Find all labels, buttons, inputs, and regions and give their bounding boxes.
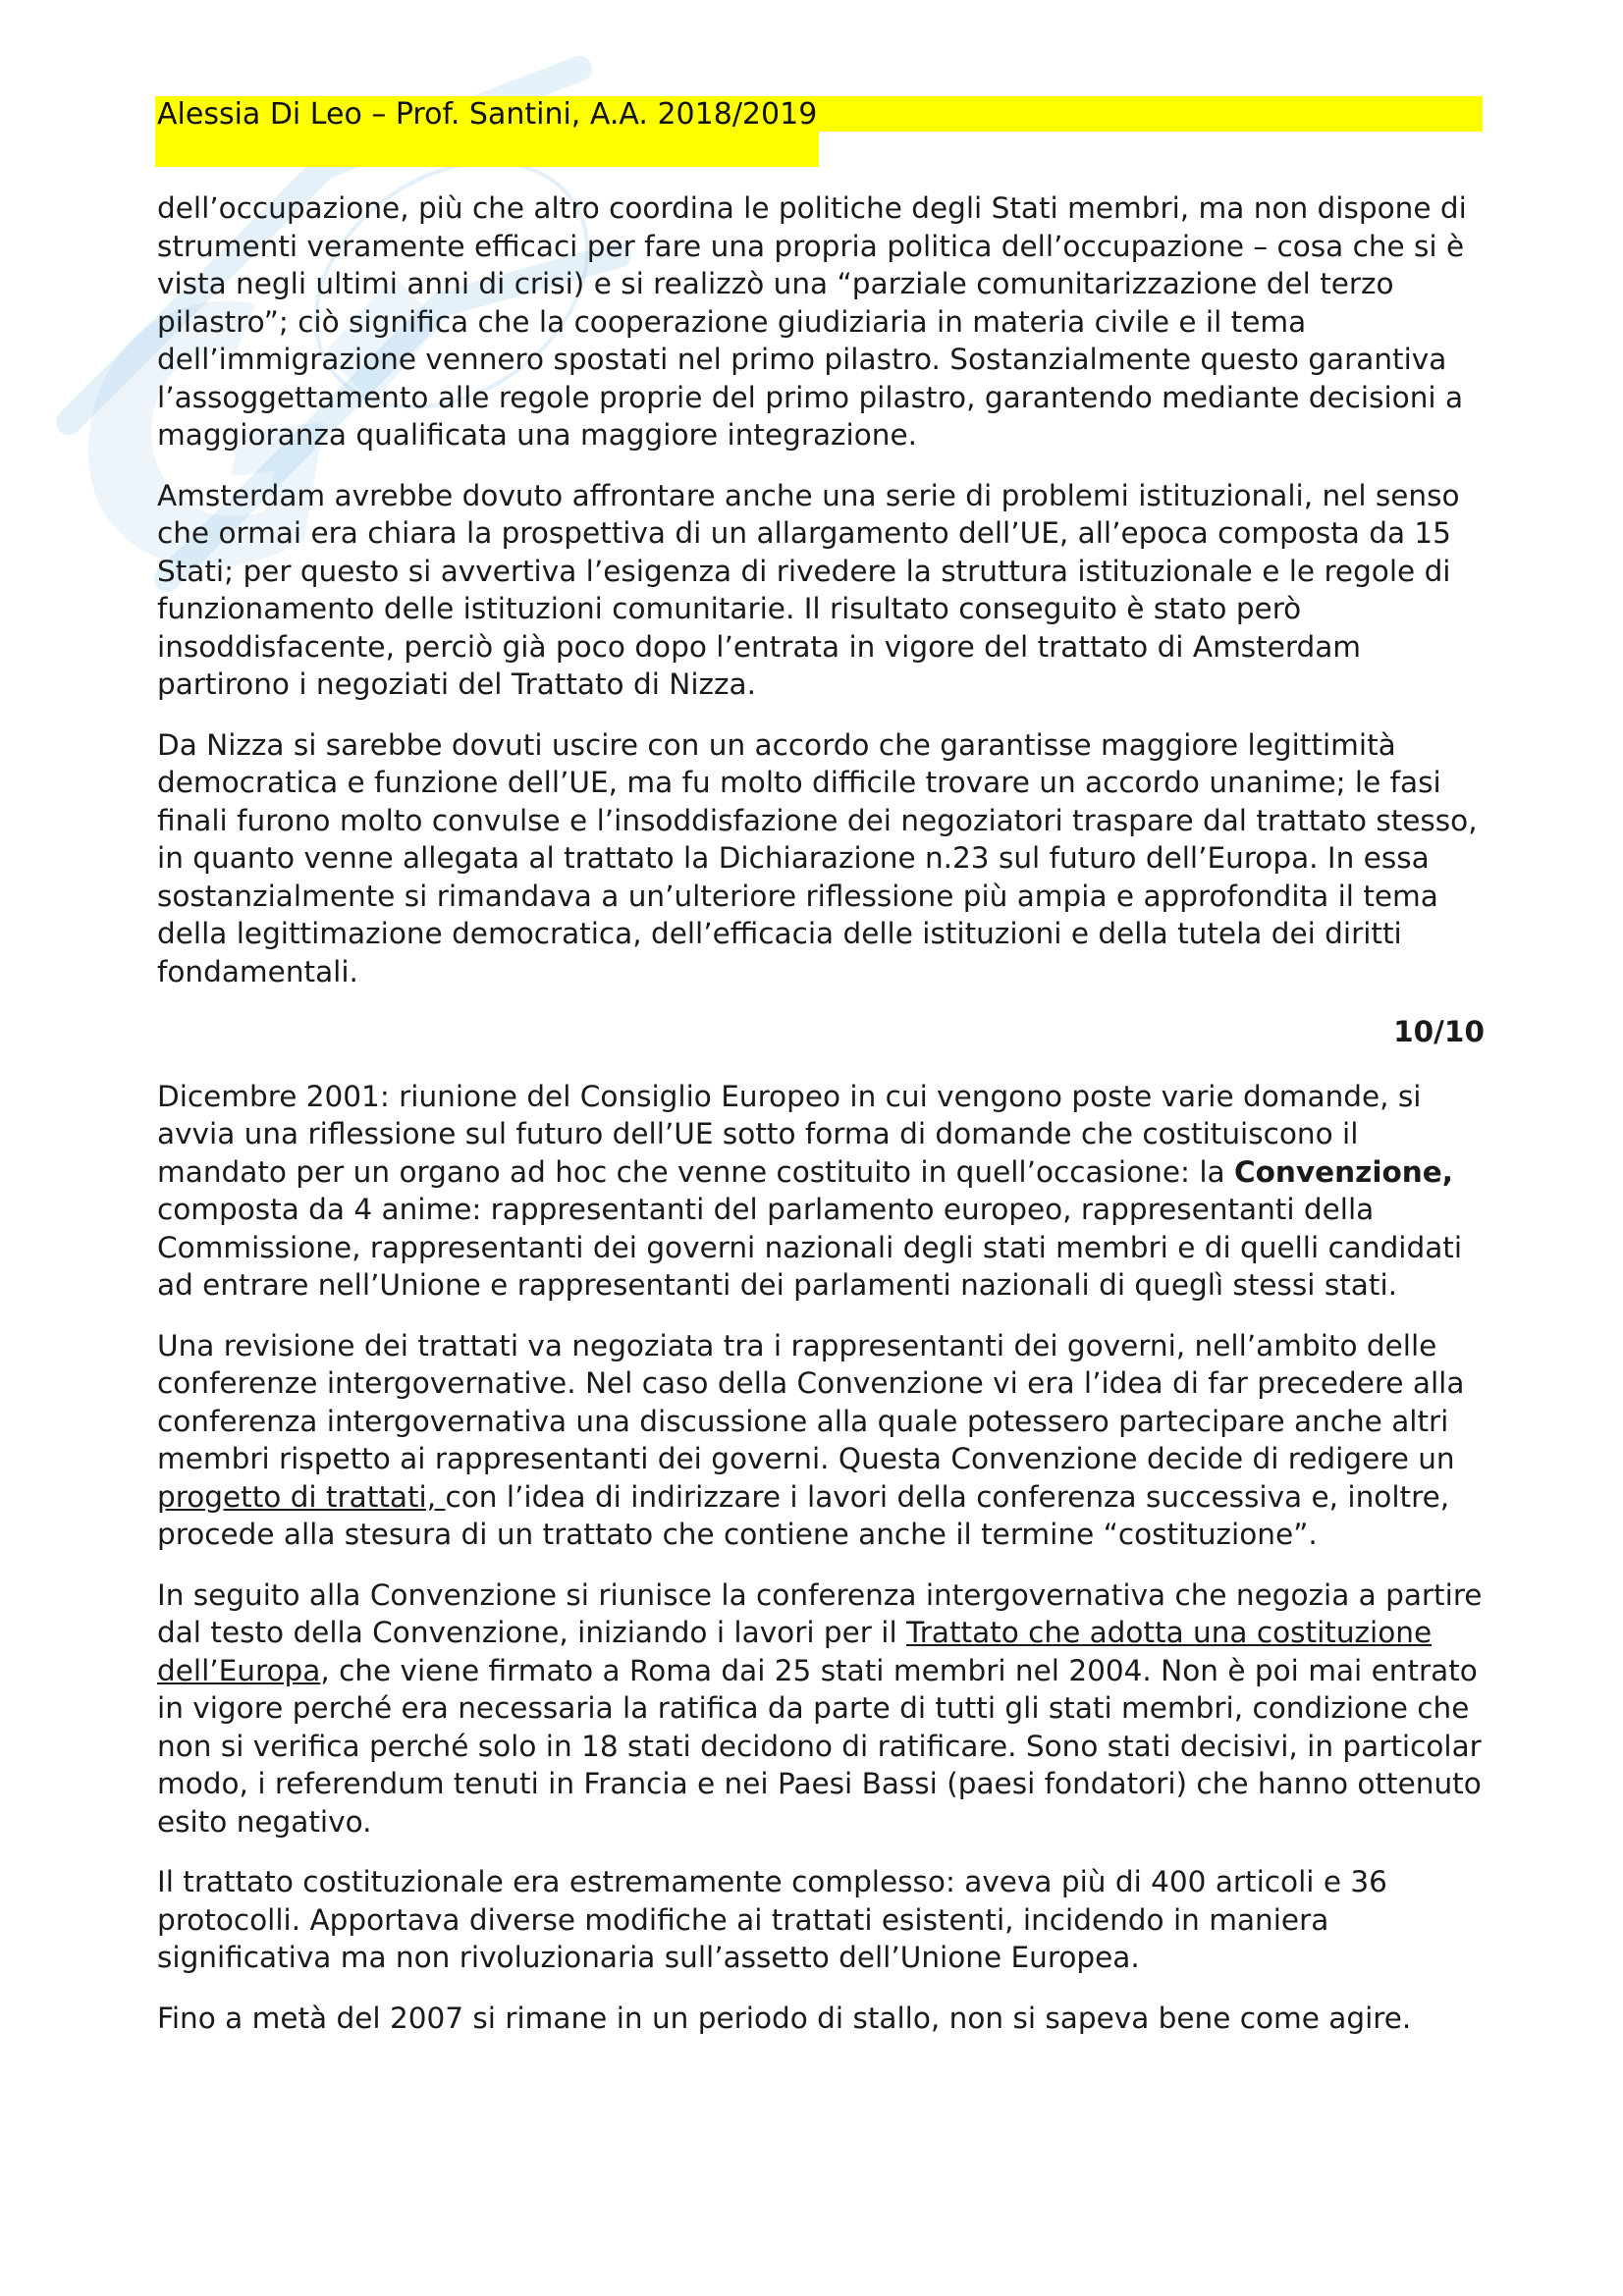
trattato-costituzione-term: Trattato che adotta una costituzione dell’Europa: [157, 1616, 1433, 1687]
document-header: Alessia Di Leo – Prof. Santini, A.A. 2018/2019: [157, 97, 818, 132]
paragraph-revisione-trattati: [157, 1327, 1485, 1554]
paragraph-amsterdam: Amsterdam avrebbe dovuto affrontare anche una serie di problemi istituzionali, nel senso che ormai era chiara la prospettiva di un allargamento dell’UE, all’epoca composta da 15 Stati; per questo si avvertiva l’esigenza di rivedere la struttura istituzionale e le regole di funzionamento delle istituzioni comunitarie. Il risultato conseguito è stato però insoddisfacente, perciò già poco dopo l’entrata in vigore del trattato di Amsterdam partirono i negoziati del Trattato di Nizza.: [157, 478, 1460, 701]
paragraph-text: , che viene firmato a Roma dai 25 stati membri nel 2004. Non è poi mai entrato in vigore perché era necessaria la ratifica da parte di tutti gli stati membri, condizione che non si verifica perché solo in 18 stati decidono di ratificare. Sono stati decisivi, in particolar modo, i referendum tenuti in Francia e nei Paesi Bassi (paesi fondatori) che hanno ottenuto esito negativo.: [157, 1653, 1482, 1839]
paragraph-text: In seguito alla Convenzione si riunisce la conferenza intergovernativa che negozia a partire dal testo della Convenzione, iniziando i lavori per il: [157, 1577, 1483, 1649]
paragraph-dicembre-2001: [157, 1078, 1485, 1305]
header-highlight-continuation: [155, 132, 819, 167]
paragraph-text: composta da 4 anime: rappresentanti del parlamento europeo, rappresentanti della Commissione, rappresentanti dei governi nazionali degli stati membri e di quelli candidati ad entrare nell’Unione e rappresentanti dei parlamenti nazionali di queglì stessi stati.: [157, 1193, 1463, 1302]
paragraph-text: Una revisione dei trattati va negoziata tra i rappresentanti dei governi, nell’ambito delle conferenze intergovernative. Nel caso della Convenzione vi era l’idea di far precedere alla conferenza intergovernativa una discussione alla quale potessero partecipare anche altri membri rispetto ai rappresentanti dei governi. Questa Convenzione decide di redigere un: [157, 1328, 1465, 1475]
paragraph-text: Dicembre 2001: riunione del Consiglio Europeo in cui vengono poste varie domande, si avvia una riflessione sul futuro dell’UE sotto forma di domande che costituiscono il mandato per un organo ad hoc che venne costituito in quell’occasione: la: [157, 1079, 1422, 1189]
paragraph-trattato-costituzionale: Il trattato costituzionale era estremamente complesso: aveva più di 400 articoli e 36 protocolli. Apportava diverse modifiche ai trattati esistenti, incidendo in maniera significativa ma non rivoluzionaria sull’assetto dell’Unione Europea.: [157, 1865, 1387, 1974]
paragraph-text: con l’idea di indirizzare i lavori della conferenza successiva e, inoltre, procede alla stesura di un trattato che contiene anche il termine “costituzione”.: [157, 1479, 1450, 1551]
convenzione-term: Convenzione,: [1234, 1154, 1453, 1189]
page-marker: 10/10: [1393, 1015, 1485, 1048]
paragraph-trattato-costituzione: [157, 1576, 1485, 1842]
progetto-trattati-term: progetto di trattati,: [157, 1479, 446, 1514]
document-body: [157, 189, 1485, 2059]
paragraph-occupazione: dell’occupazione, più che altro coordina le politiche degli Stati membri, ma non dispone di strumenti veramente efficaci per fare una propria politica dell’occupazione – cosa che si è vista negli ultimi anni di crisi) e si realizzò una “parziale comunitarizzazione del terzo pilastro”; ciò significa che la cooperazione giudiziaria in materia civile e il tema dell’immigrazione vennero spostati nel primo pilastro. Sostanzialmente questo garantiva l’assoggettamento alle regole proprie del primo pilastro, garantendo mediante decisioni a maggioranza qualificata una maggiore integrazione.: [157, 191, 1467, 452]
paragraph-nizza: Da Nizza si sarebbe dovuti uscire con un accordo che garantisse maggiore legittimità democratica e funzione dell’UE, ma fu molto difficile trovare un accordo unanime; le fasi finali furono molto convulse e l’insoddisfazione dei negoziatori traspare dal trattato stesso, in quanto venne allegata al trattato la Dichiarazione n.23 sul futuro dell’Europa. In essa sostanzialmente si rimandava a un’ulteriore riflessione più ampia e approfondita il tema della legittimazione democratica, dell’efficacia delle istituzioni e della tutela dei diritti fondamentali.: [157, 727, 1478, 988]
paragraph-stallo: Fino a metà del 2007 si rimane in un periodo di stallo, non si sapeva bene come agire.: [157, 2001, 1412, 2035]
